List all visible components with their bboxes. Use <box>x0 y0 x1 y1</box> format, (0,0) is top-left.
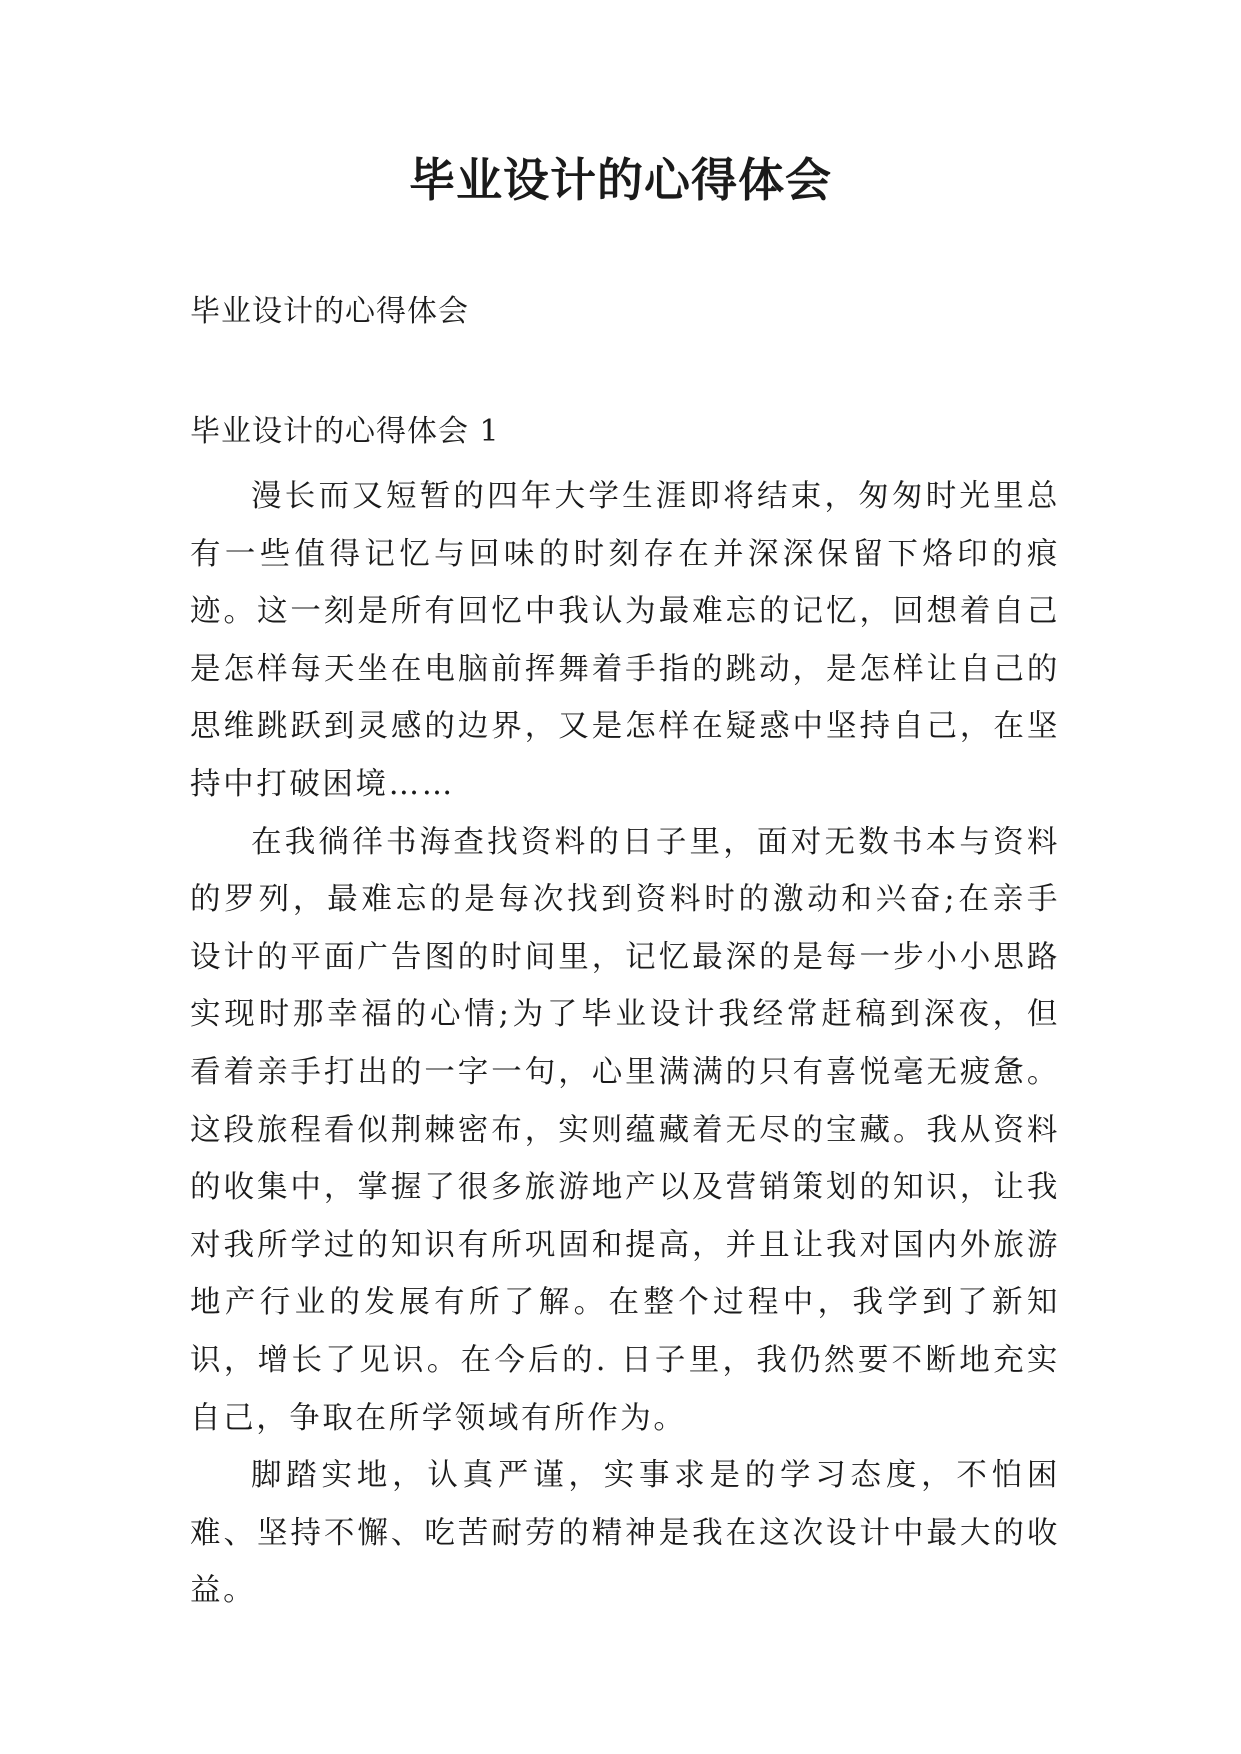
section-heading: 毕业设计的心得体会 1 <box>190 414 500 449</box>
paragraph: 漫长而又短暂的四年大学生涯即将结束，匆匆时光里总有一些值得记忆与回味的时刻存在并深深保留下烙印的痕迹。这一刻是所有回忆中我认为最难忘的记忆，回想着自己是怎样每天坐在电脑前挥舞着手指的跳动，是怎样让自己的思维跳跃到灵感的边界，又是怎样在疑惑中坚持自己，在坚持中打破困境…… <box>190 479 1060 802</box>
document-title: 毕业设计的心得体会 <box>409 153 832 207</box>
body-text <box>190 468 1060 1620</box>
paragraph: 脚踏实地，认真严谨，实事求是的学习态度，不怕困难、坚持不懈、吃苦耐劳的精神是我在这次设计中最大的收益。 <box>190 1458 1060 1609</box>
document-subtitle: 毕业设计的心得体会 <box>190 294 469 329</box>
paragraph: 在我徜徉书海查找资料的日子里，面对无数书本与资料的罗列，最难忘的是每次找到资料时的激动和兴奋;在亲手设计的平面广告图的时间里，记忆最深的是每一步小小思路实现时那幸福的心情;为了毕业设计我经常赶稿到深夜，但看着亲手打出的一字一句，心里满满的只有喜悦毫无疲惫。这段旅程看似荆棘密布，实则蕴藏着无尽的宝藏。我从资料的收集中，掌握了很多旅游地产以及营销策划的知识，让我对我所学过的知识有所巩固和提高，并且让我对国内外旅游地产行业的发展有所了解。在整个过程中，我学到了新知识，增长了见识。在今后的. 日子里，我仍然要不断地充实自己，争取在所学领域有所作为。 <box>190 824 1060 1436</box>
